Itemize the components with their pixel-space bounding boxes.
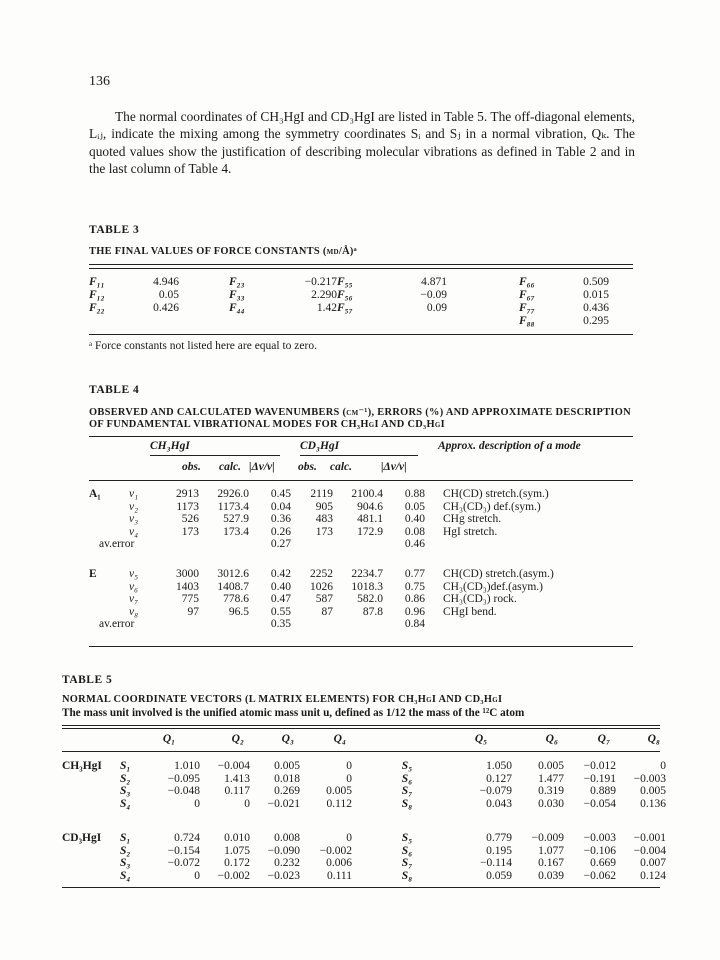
table5-row xyxy=(62,773,666,786)
table4-avg-row xyxy=(89,618,603,631)
table5-cell: 0.043 xyxy=(486,797,512,810)
table5-row xyxy=(62,785,666,798)
table5-col-header: Q₅ xyxy=(474,733,488,745)
table5-cell: −0.095 xyxy=(167,772,200,785)
table5-cell: −0.004 xyxy=(217,760,250,772)
symmetry-coordinate: S₆ xyxy=(401,844,413,857)
table4-cell: ν₃ xyxy=(129,513,139,525)
table4-cell: 172.9 xyxy=(357,525,383,538)
table4-cell: ν₅ xyxy=(129,568,139,580)
table4-cell: 1173 xyxy=(176,500,199,513)
table5-cell: 0 xyxy=(346,772,352,785)
table5-cell: 0.136 xyxy=(640,797,666,810)
table5-cell: 0.319 xyxy=(538,785,564,797)
table4-cell: 173 xyxy=(181,525,199,538)
table4-head-ch3: CH₃HgI xyxy=(150,440,190,452)
table4-caption-line1: OBSERVED AND CALCULATED WAVENUMBERS (cm⁻¹), ERRORS (%) AND APPROXIMATE DESCRIPTION xyxy=(89,407,631,418)
table5-cell: −0.023 xyxy=(267,869,300,882)
symmetry-species: A₁ xyxy=(89,488,101,500)
table4-row xyxy=(89,606,603,619)
table5-cell: 0 xyxy=(244,797,250,810)
table5-cell: 0 xyxy=(346,832,352,844)
table4-cell: 582.0 xyxy=(357,593,383,605)
table4-cell: 2234.7 xyxy=(351,568,383,580)
table4-cell: 0.04 xyxy=(270,500,291,513)
symmetry-species xyxy=(89,606,119,619)
symmetry-species xyxy=(89,513,119,526)
molecule-label xyxy=(62,857,114,870)
table4-label: TABLE 4 xyxy=(89,384,140,396)
table5-cell: −0.009 xyxy=(531,832,564,844)
table4-cell: 905 xyxy=(315,500,333,513)
table3-cell: 0.509 xyxy=(583,276,609,288)
table4-row xyxy=(89,526,603,539)
table5-cell: −0.191 xyxy=(583,772,616,785)
table5-block-ch3 xyxy=(62,760,666,810)
symmetry-coordinate: S₈ xyxy=(401,797,413,810)
table3-cell: 0.295 xyxy=(583,315,609,327)
table4-avg-cell xyxy=(425,618,603,631)
table4-cell: 1026 xyxy=(310,580,333,593)
table5-cell: 0.010 xyxy=(224,832,250,844)
table3-bottom-rule xyxy=(89,334,633,335)
table5-col-header: Q₆ xyxy=(545,733,558,745)
table3-cell: 1.42 xyxy=(316,302,337,314)
symmetry-species xyxy=(89,581,119,594)
table4-cell: 0.42 xyxy=(270,568,291,580)
symmetry-coordinate: S₈ xyxy=(401,869,413,882)
table4-cell: 778.6 xyxy=(223,593,249,605)
table5-cell: −0.079 xyxy=(479,785,512,797)
table3-cell xyxy=(229,315,279,328)
table5-cell: −0.072 xyxy=(167,857,200,869)
table5-caption: NORMAL COORDINATE VECTORS (L MATRIX ELEMENTS) FOR CH₃HgI AND CD₃HgI xyxy=(62,694,503,705)
table4-header-rule xyxy=(89,480,633,481)
table3-cell: F₈₈ xyxy=(519,315,535,327)
table4-row xyxy=(89,501,603,514)
table4-sub-calc-cd3: calc. xyxy=(330,461,353,473)
table5-cell: 0.005 xyxy=(326,785,352,797)
table5-cell: −0.002 xyxy=(319,844,352,857)
table5-col-header: Q₁ xyxy=(162,733,176,745)
table4-cell: 0.36 xyxy=(270,513,291,525)
table4-row xyxy=(89,513,603,526)
table4-row xyxy=(89,581,603,594)
table3-caption: THE FINAL VALUES OF FORCE CONSTANTS (md/Å)ᵃ xyxy=(89,246,357,257)
symmetry-coordinate: S₁ xyxy=(120,832,131,844)
table4-cell: 1408.7 xyxy=(217,580,249,593)
table4-avg-cell: av.error xyxy=(99,538,135,550)
table5-note: The mass unit involved is the unified atomic mass unit u, defined as 1/12 the mass of the ¹²C atom xyxy=(62,707,525,719)
table4-cell: 904.6 xyxy=(357,500,383,513)
table3-top-rule xyxy=(89,264,633,265)
mode-description: CH(CD) stretch.(sym.) xyxy=(443,488,549,500)
table3-cell: 0.015 xyxy=(583,289,609,301)
table4-ch3-rule xyxy=(150,455,280,456)
mode-description: CHg stretch. xyxy=(443,513,502,525)
table4-block-a1 xyxy=(89,488,603,551)
table4-cell: 0.88 xyxy=(404,488,425,500)
table4-cell: ν₂ xyxy=(129,500,139,513)
molecule-label: CH₃HgI xyxy=(62,760,102,772)
table4-caption-line2: OF FUNDAMENTAL VIBRATIONAL MODES FOR CH₃HgI AND CD₃HgI xyxy=(89,419,445,430)
symmetry-coordinate: S₁ xyxy=(120,760,131,772)
molecule-label: CD₃HgI xyxy=(62,832,102,844)
table5-header-blank xyxy=(346,733,456,746)
table5-cell: −0.003 xyxy=(583,832,616,844)
table4-cell: 0.40 xyxy=(270,580,291,593)
table4-cell: 587 xyxy=(315,593,333,605)
table4-cell: 2119 xyxy=(310,488,333,500)
table5-cell: 0.005 xyxy=(538,760,564,772)
table4-cell: 0.47 xyxy=(270,593,291,605)
table4-avg-cell xyxy=(291,538,383,551)
table5-cell: 0.269 xyxy=(274,785,300,797)
table4-cell: 173 xyxy=(315,525,333,538)
table5-cell: −0.021 xyxy=(267,797,300,810)
table3-label: TABLE 3 xyxy=(89,224,140,236)
table4-sub-err-ch3: |Δν/ν| xyxy=(249,461,275,473)
symmetry-coordinate: S₂ xyxy=(120,844,131,857)
table5-cell: 0.669 xyxy=(590,857,616,869)
table3-cell: F₇₇ xyxy=(519,302,535,314)
table5-cell: 0.111 xyxy=(326,869,352,882)
table5-cell: 0.124 xyxy=(640,869,666,882)
symmetry-coordinate: S₅ xyxy=(401,760,413,772)
table3-cell: 0.05 xyxy=(158,289,179,301)
table4-cell: 173.4 xyxy=(223,525,249,538)
table5-cell: 0.117 xyxy=(224,785,250,797)
table5-cell: −0.003 xyxy=(633,772,666,785)
table4-avg-cell xyxy=(291,618,383,631)
table4-head-desc: Approx. description of a mode xyxy=(438,440,581,452)
table5-cell: 0.172 xyxy=(224,857,250,869)
symmetry-coordinate: S₇ xyxy=(401,857,413,869)
table5-cell: 0.232 xyxy=(274,857,300,869)
table3-cell: −0.217 xyxy=(304,276,337,288)
table4-row xyxy=(89,593,603,606)
table5-cell: 0.005 xyxy=(640,785,666,797)
symmetry-coordinate: S₅ xyxy=(401,832,413,844)
table5-cell: 0.195 xyxy=(486,844,512,857)
table4-cd3-rule xyxy=(300,455,418,456)
table4-avg-row xyxy=(89,538,603,551)
symmetry-coordinate: S₂ xyxy=(120,772,131,785)
table4-cell: 481.1 xyxy=(357,513,383,525)
symmetry-species xyxy=(89,501,119,514)
table4-bottom-rule xyxy=(89,646,633,647)
table4-cell: 775 xyxy=(181,593,199,605)
table3-cell: 0.436 xyxy=(583,302,609,314)
table5-col-header: Q₇ xyxy=(597,733,610,745)
mode-description: HgI stretch. xyxy=(443,525,498,538)
table5-cell: 0.112 xyxy=(326,797,352,810)
table4-avg-cell: 0.46 xyxy=(404,538,425,550)
table5-top-rule xyxy=(62,725,660,729)
table5-header-blank xyxy=(62,733,114,746)
table4-avg-cell: 0.27 xyxy=(270,538,291,550)
table4-sub-obs-cd3: obs. xyxy=(298,461,317,473)
table5-row xyxy=(62,760,666,773)
table5-cell: 0 xyxy=(194,869,200,882)
mode-description: CH₃(CD₃) def.(sym.) xyxy=(443,500,541,513)
table4-sub-obs-ch3: obs. xyxy=(182,461,201,473)
table5-cell: 0.039 xyxy=(538,869,564,882)
symmetry-coordinate: S₇ xyxy=(401,785,413,797)
table4-cell: 2913 xyxy=(176,488,199,500)
table5-header-blank xyxy=(114,733,144,746)
table3-cell: F₂₃ xyxy=(229,276,245,288)
table5-cell: 0.167 xyxy=(538,857,564,869)
table5-cell: −0.004 xyxy=(633,844,666,857)
table3-cell: 4.946 xyxy=(153,276,179,288)
table5-row xyxy=(62,870,666,883)
table4-cell: ν₆ xyxy=(129,580,139,593)
table4-cell: 527.9 xyxy=(223,513,249,525)
table5-col-header: Q₃ xyxy=(281,733,294,745)
table4-cell: 0.86 xyxy=(404,593,425,605)
table4-sub-err-cd3: |Δν/ν| xyxy=(381,461,407,473)
table4-cell: 0.45 xyxy=(270,488,291,500)
molecule-label xyxy=(62,845,114,858)
table3-cell: F₆₇ xyxy=(519,289,535,301)
symmetry-coordinate: S₆ xyxy=(401,772,413,785)
table3-cell: F₅₅ xyxy=(337,276,353,288)
table4-cell: 2926.0 xyxy=(217,488,249,500)
table3-cell xyxy=(279,315,337,328)
symmetry-coordinate: S₄ xyxy=(120,797,131,810)
table3-cell: 0.426 xyxy=(153,302,179,314)
table5-cell: 0.030 xyxy=(538,797,564,810)
table3-cell: −0.09 xyxy=(420,289,447,301)
table4-cell: 0.75 xyxy=(404,580,425,593)
table5-cell: 0 xyxy=(346,760,352,772)
table5-block-cd3 xyxy=(62,832,666,882)
table5-bottom-rule xyxy=(62,887,660,888)
table5-row xyxy=(62,832,666,845)
table5-cell: 0 xyxy=(194,797,200,810)
table5-header-rule xyxy=(62,751,660,752)
table4-cell: ν₈ xyxy=(129,605,139,618)
table4-avg-cell: 0.84 xyxy=(404,618,425,630)
table3-cell: 4.871 xyxy=(421,276,447,288)
table4-top-rule xyxy=(89,436,633,437)
table4-cell: 0.08 xyxy=(404,525,425,538)
molecule-label xyxy=(62,798,114,811)
table4-cell: 0.96 xyxy=(404,605,425,618)
table5-row xyxy=(62,857,666,870)
symmetry-coordinate: S₃ xyxy=(120,857,131,869)
table4-cell: 0.55 xyxy=(270,605,291,618)
table5-cell: 1.010 xyxy=(174,760,200,772)
molecule-label xyxy=(62,773,114,786)
table5-cell: 0.006 xyxy=(326,857,352,869)
table5-cell: −0.114 xyxy=(480,857,512,869)
table5-cell: −0.154 xyxy=(167,844,200,857)
table3-cell: F₆₆ xyxy=(519,276,535,288)
symmetry-coordinate: S₃ xyxy=(120,785,131,797)
table4-avg-cell xyxy=(157,618,249,631)
table5-row xyxy=(62,845,666,858)
table5-cell: −0.054 xyxy=(583,797,616,810)
table4-cell: 1403 xyxy=(176,580,199,593)
table4-head-cd3: CD₃HgI xyxy=(300,440,340,452)
table5-cell: 0.018 xyxy=(274,772,300,785)
table5-header-row xyxy=(62,733,660,746)
table3-cell xyxy=(89,315,129,328)
table4-avg-cell: av.error xyxy=(99,618,135,630)
table5-cell: −0.048 xyxy=(167,785,200,797)
table4-cell: 483 xyxy=(315,513,333,525)
table5-col-header: Q₄ xyxy=(333,733,346,745)
table3-cell: F₄₄ xyxy=(229,302,245,314)
table5-cell: 1.477 xyxy=(538,772,564,785)
table4-sub-calc-ch3: calc. xyxy=(219,461,242,473)
table4-cell: 96.5 xyxy=(228,605,249,618)
symmetry-species: E xyxy=(89,568,97,580)
table4-cell: 0.26 xyxy=(270,525,291,538)
table5-cell: 0 xyxy=(660,760,666,772)
table4-avg-cell xyxy=(157,538,249,551)
table4-cell: 0.40 xyxy=(404,513,425,525)
table5-cell: 0.007 xyxy=(640,857,666,869)
table5-col-header: Q₂ xyxy=(231,733,244,745)
table5-cell: 0.008 xyxy=(274,832,300,844)
table4-avg-cell xyxy=(425,538,603,551)
table3-cell: 0.09 xyxy=(426,302,447,314)
table3-grid xyxy=(89,276,635,328)
table5-cell: 1.077 xyxy=(538,844,564,857)
table5-cell: −0.062 xyxy=(583,869,616,882)
table4-cell: ν₇ xyxy=(129,593,139,605)
table4-cell: 526 xyxy=(181,513,199,525)
table3-cell: F₃₃ xyxy=(229,289,245,301)
table3-top-rule-2 xyxy=(89,268,633,269)
table5-cell: 1.075 xyxy=(224,844,250,857)
mode-description: CH(CD) stretch.(asym.) xyxy=(443,568,554,580)
table4-cell: 0.05 xyxy=(404,500,425,513)
table4-cell: 87 xyxy=(321,605,333,618)
table3-cell: F₅₆ xyxy=(337,289,353,301)
table4-cell: 0.77 xyxy=(404,568,425,580)
intro-paragraph: The normal coordinates of CH₃HgI and CD₃HgI are listed in Table 5. The off-diagonal elements, Lᵢⱼ, indicate the mixing among the symmetry coordinates Sᵢ and Sⱼ in a normal vibration, Qₖ. The quoted values show the justification of describing molecular vibrations as defined in Table 2 and in the last column of Table 4. xyxy=(89,109,635,176)
table4-cell: 3012.6 xyxy=(217,568,249,580)
mode-description: CH₃(CD₃) rock. xyxy=(443,593,517,605)
table3-cell xyxy=(337,315,395,328)
table4-cell: 1018.3 xyxy=(351,580,383,593)
table4-avg-cell: 0.35 xyxy=(270,618,291,630)
table5-cell: −0.001 xyxy=(633,832,666,844)
page-number: 136 xyxy=(89,74,110,89)
molecule-label xyxy=(62,870,114,883)
table5-row xyxy=(62,798,666,811)
table3-cell: F₅₇ xyxy=(337,302,353,314)
table3-footnote: ᵃ Force constants not listed here are equal to zero. xyxy=(89,340,317,352)
table5-cell: −0.090 xyxy=(267,844,300,857)
table5-cell: 0.005 xyxy=(274,760,300,772)
table4-row xyxy=(89,568,603,581)
table3-cell xyxy=(395,315,447,328)
table5-cell: 0.059 xyxy=(486,869,512,882)
table3-cell: F₁₁ xyxy=(89,276,105,288)
table5-cell: 0.779 xyxy=(486,832,512,844)
molecule-label xyxy=(62,785,114,798)
table5-cell: 0.889 xyxy=(590,785,616,797)
symmetry-species xyxy=(89,526,119,539)
table3-cell: F₂₂ xyxy=(89,302,105,314)
table5-cell: 0.724 xyxy=(174,832,200,844)
table4-cell: 2252 xyxy=(310,568,333,580)
symmetry-coordinate: S₄ xyxy=(120,869,131,882)
table4-cell: 2100.4 xyxy=(351,488,383,500)
mode-description: CH₃(CD₃)def.(asym.) xyxy=(443,580,543,593)
table4-cell: 1173.4 xyxy=(217,500,249,513)
table4-cell: 3000 xyxy=(176,568,199,580)
table4-cell: 87.8 xyxy=(362,605,383,618)
table5-header xyxy=(62,733,660,746)
table5-cell: −0.106 xyxy=(583,844,616,857)
table4-cell: ν₁ xyxy=(129,488,139,500)
table4-row xyxy=(89,488,603,501)
table5-col-header: Q₈ xyxy=(647,733,660,745)
table4-cell: 97 xyxy=(187,605,199,618)
symmetry-species xyxy=(89,593,119,606)
table3-cell xyxy=(129,315,179,328)
table5-cell: −0.002 xyxy=(217,869,250,882)
mode-description: CHgI bend. xyxy=(443,605,497,618)
table5-cell: −0.012 xyxy=(583,760,616,772)
table5-label: TABLE 5 xyxy=(62,674,113,686)
table5-cell: 1.413 xyxy=(224,772,250,785)
table3-cell: F₁₂ xyxy=(89,289,105,301)
table5-cell: 1.050 xyxy=(486,760,512,772)
table4-cell: ν₄ xyxy=(129,525,139,538)
table4-block-e xyxy=(89,568,603,631)
table5-cell: 0.127 xyxy=(486,772,512,785)
table3-cell: 2.290 xyxy=(311,289,337,301)
